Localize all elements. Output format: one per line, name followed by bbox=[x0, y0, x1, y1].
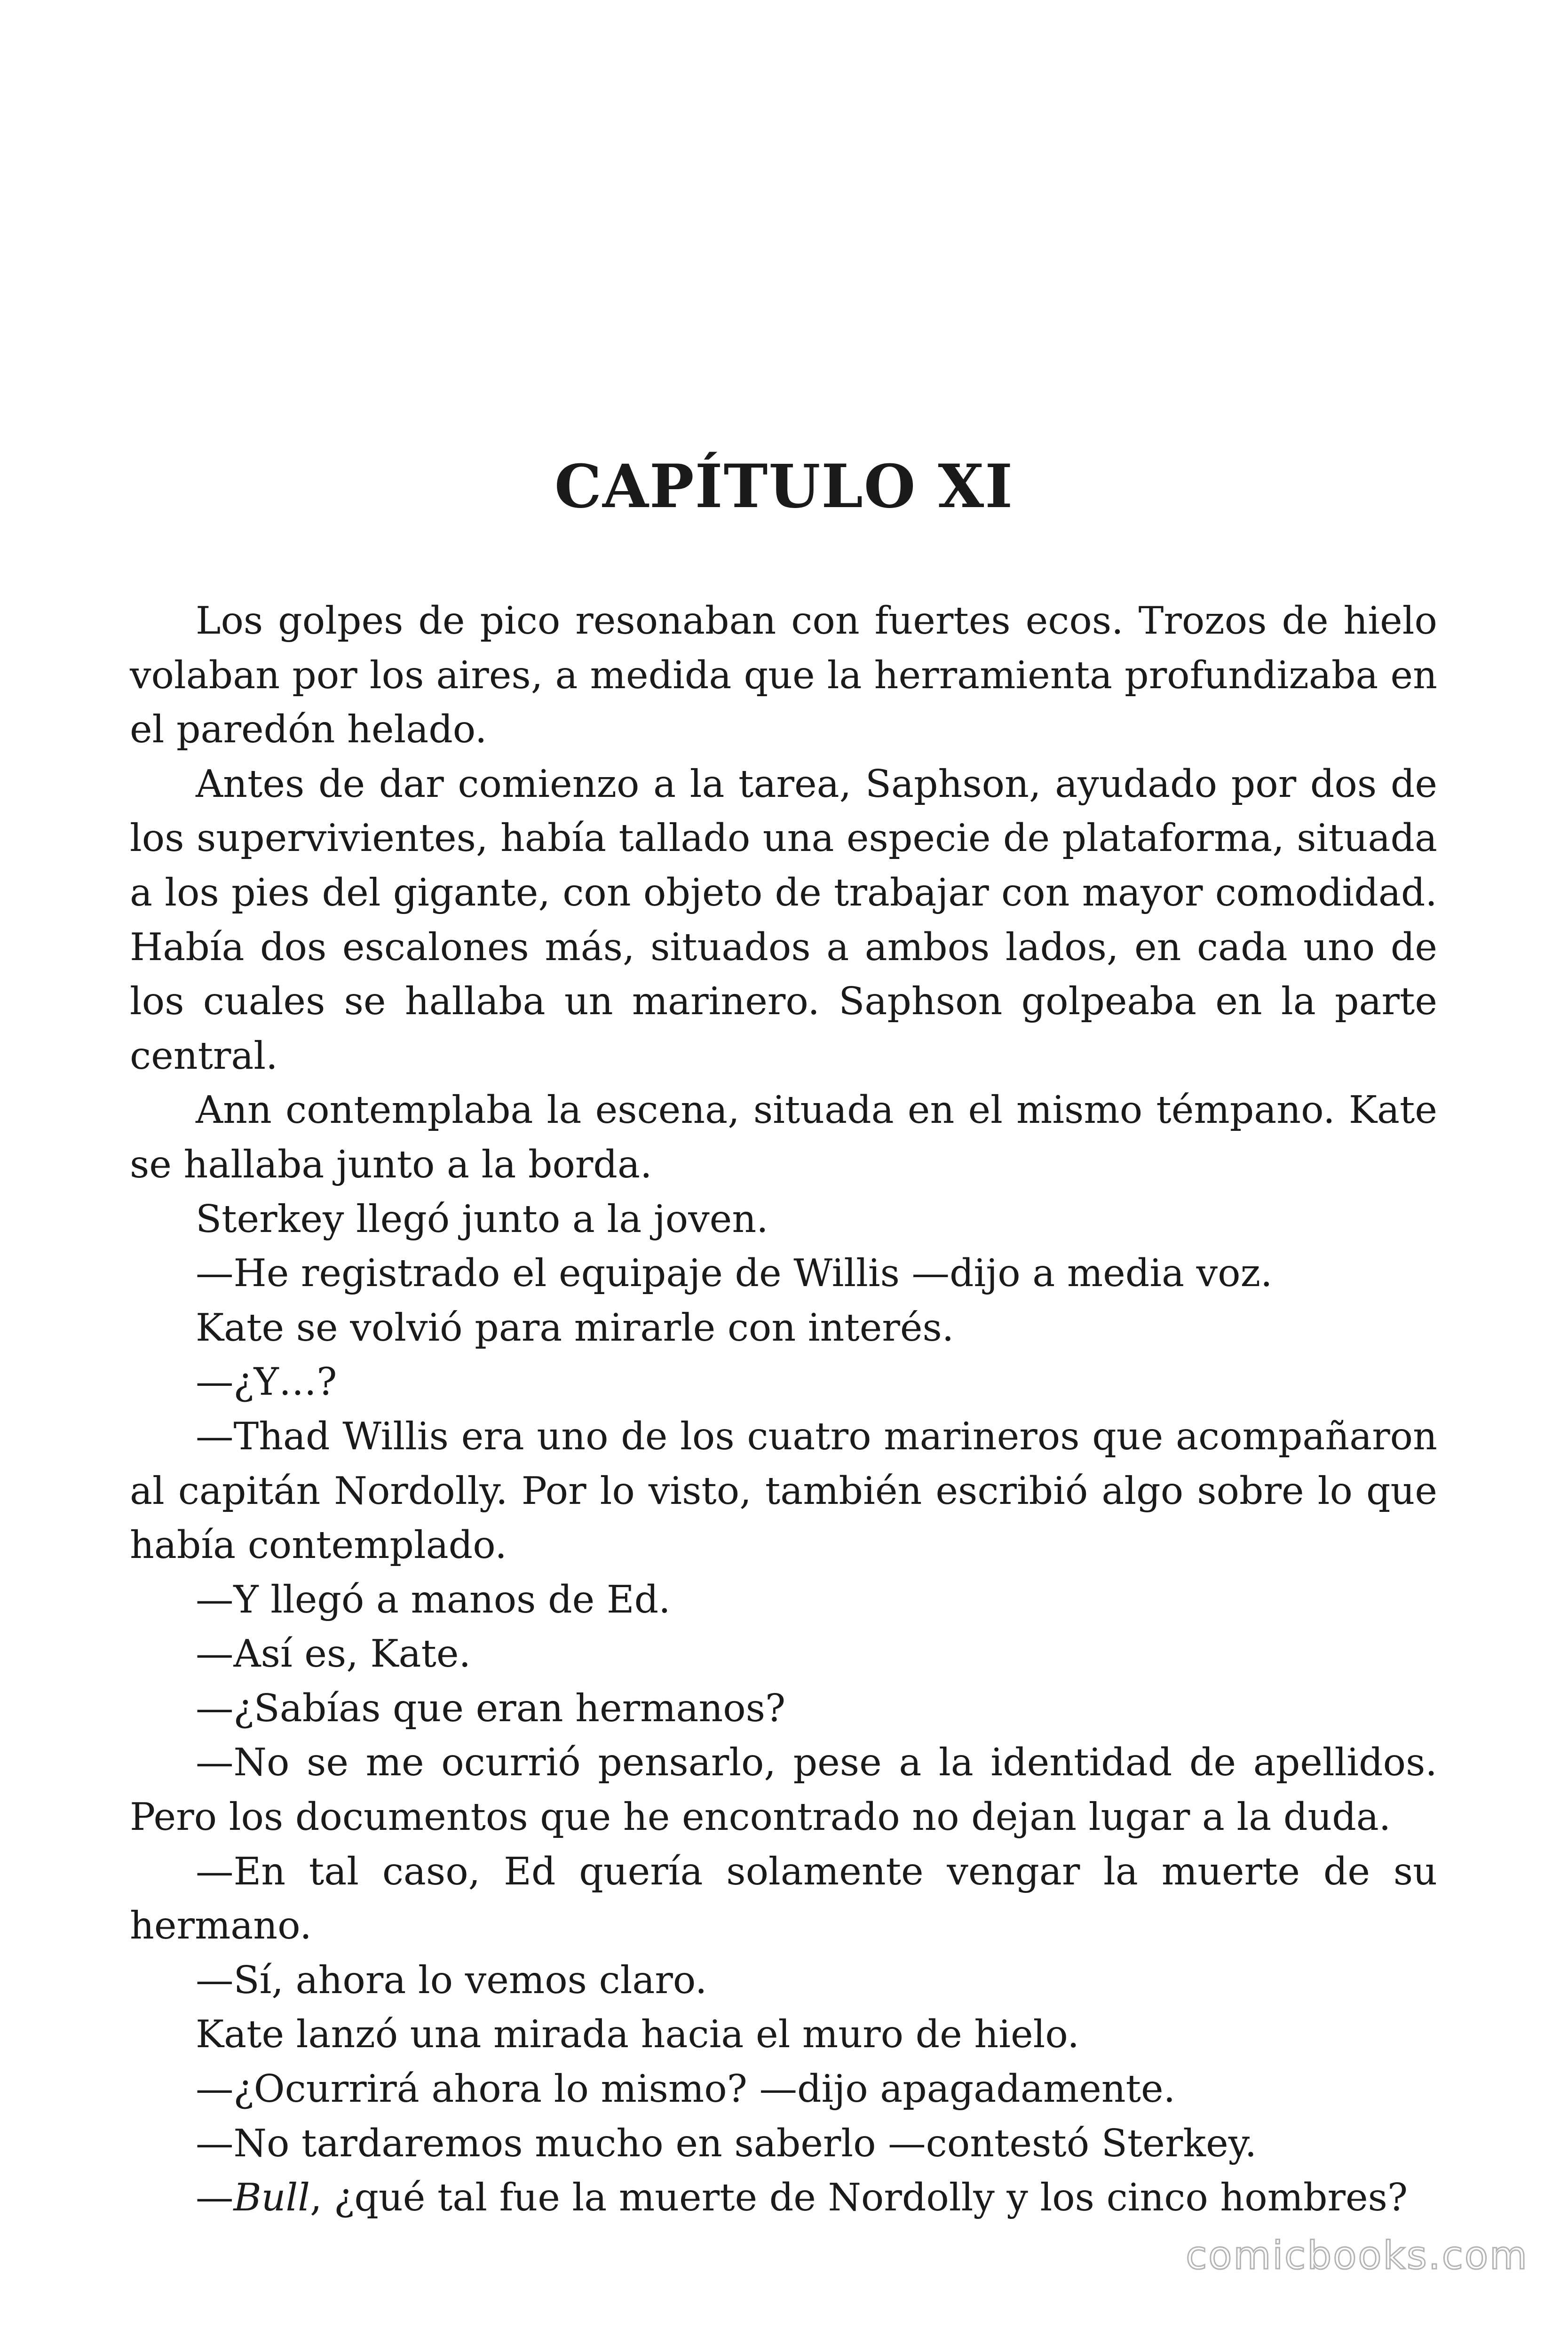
paragraph: —¿Y…? bbox=[196, 1359, 337, 1404]
paragraph: —¿Sabías que eran hermanos? bbox=[196, 1685, 786, 1730]
paragraph-last bbox=[130, 2170, 1437, 2225]
paragraph: —No tardaremos mucho en saberlo —contestó Sterkey. bbox=[196, 2121, 1257, 2165]
paragraph: Kate lanzó una mirada hacia el muro de hielo. bbox=[196, 2012, 1080, 2057]
paragraph: —Y llegó a manos de Ed. bbox=[196, 1577, 671, 1621]
paragraph: —Thad Willis era uno de los cuatro marineros que acompañaron al capitán Nordolly. Por lo visto, también escribió algo sobre lo que había contemplado. bbox=[130, 1414, 1437, 1567]
paragraph: Antes de dar comienzo a la tarea, Saphson, ayudado por dos de los supervivientes, había tallado una especie de plataforma, situada a los pies del gigante, con objeto de trabajar con mayor comodidad. Había dos escalones más, situados a ambos lados, en cada uno de los cuales se hallaba un marinero. Saphson golpeaba en la parte central. bbox=[130, 761, 1437, 1078]
paragraph: —No se me ocurrió pensarlo, pese a la identidad de apellidos. Pero los documentos que he encontrado no dejan lugar a la duda. bbox=[130, 1740, 1437, 1839]
paragraph: —En tal caso, Ed quería solamente vengar la muerte de su hermano. bbox=[130, 1849, 1437, 1948]
dialogue-dash: — bbox=[196, 2175, 234, 2220]
paragraph: —Sí, ahora lo vemos claro. bbox=[196, 1957, 707, 2002]
paragraph: Ann contemplaba la escena, situada en el mismo témpano. Kate se hallaba junto a la borda. bbox=[130, 1088, 1437, 1186]
paragraph: Los golpes de pico resonaban con fuertes ecos. Trozos de hielo volaban por los aires, a medida que la herramienta profundizaba en el paredón helado. bbox=[130, 598, 1437, 752]
paragraph-rest: , ¿qué tal fue la muerte de Nordolly y los cinco hombres? bbox=[310, 2175, 1408, 2220]
paragraph: Kate se volvió para mirarle con interés. bbox=[196, 1305, 954, 1350]
italic-name: Bull bbox=[233, 2175, 310, 2220]
paragraph: —¿Ocurrirá ahora lo mismo? —dijo apagadamente. bbox=[196, 2066, 1176, 2111]
paragraph: —He registrado el equipaje de Willis —dijo a media voz. bbox=[196, 1251, 1273, 1295]
paragraph: —Así es, Kate. bbox=[196, 1631, 471, 1676]
chapter-title: CAPÍTULO XI bbox=[554, 452, 1014, 521]
paragraph: Sterkey llegó junto a la joven. bbox=[196, 1196, 768, 1241]
watermark: comicbooks.com bbox=[1186, 2233, 1528, 2278]
chapter-body bbox=[130, 594, 1437, 2225]
